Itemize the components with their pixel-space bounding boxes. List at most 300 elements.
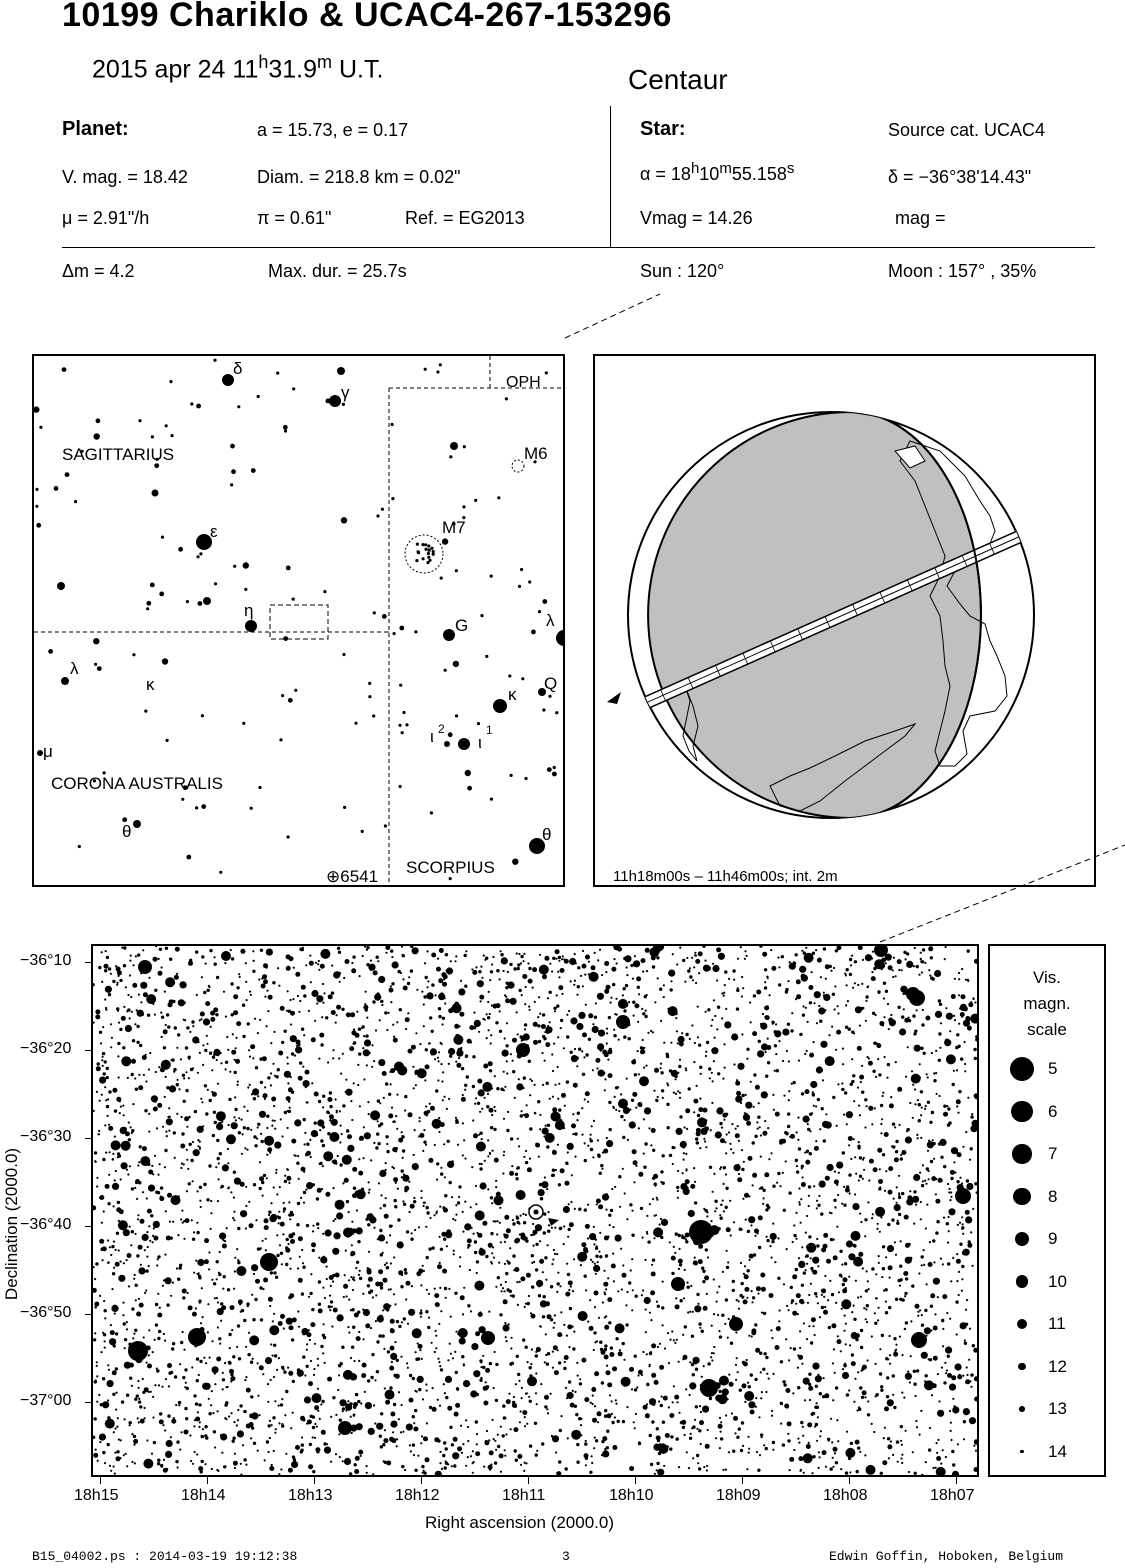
catalog-star — [657, 1305, 660, 1308]
catalog-star — [373, 1227, 375, 1229]
catalog-star — [496, 1220, 498, 1222]
catalog-star — [584, 1313, 587, 1316]
catalog-star — [963, 1438, 965, 1440]
eta-label: η — [244, 601, 254, 620]
catalog-star — [953, 1015, 955, 1017]
catalog-star — [475, 1185, 477, 1187]
catalog-star — [207, 1331, 209, 1333]
catalog-star — [832, 1466, 834, 1468]
catalog-star — [353, 1028, 355, 1030]
catalog-star — [142, 1391, 145, 1394]
finder-field-star — [230, 444, 235, 449]
catalog-star — [563, 958, 565, 960]
catalog-star — [553, 1043, 555, 1045]
catalog-star — [404, 1271, 407, 1274]
catalog-star — [837, 1005, 839, 1007]
catalog-star — [615, 1109, 617, 1111]
catalog-star — [884, 1406, 889, 1411]
catalog-star — [887, 1063, 890, 1066]
catalog-star — [843, 1114, 845, 1116]
catalog-star — [341, 1008, 344, 1011]
star-alpha-minutes: 10 — [699, 164, 720, 184]
catalog-star — [750, 1081, 752, 1083]
catalog-star — [897, 1461, 899, 1463]
catalog-star — [612, 983, 615, 986]
catalog-star — [594, 952, 596, 954]
catalog-star — [210, 1017, 215, 1022]
catalog-star — [317, 1227, 319, 1229]
catalog-star — [244, 1379, 246, 1381]
catalog-star — [415, 1351, 417, 1353]
catalog-star — [864, 1098, 867, 1101]
catalog-star — [460, 980, 462, 982]
catalog-star — [656, 1199, 658, 1201]
catalog-star — [644, 1015, 647, 1018]
catalog-star — [901, 1462, 903, 1464]
catalog-star — [612, 1253, 614, 1255]
catalog-star — [209, 1052, 212, 1055]
finder-field-star — [39, 426, 42, 429]
catalog-star — [889, 1354, 891, 1356]
catalog-star — [529, 1009, 531, 1011]
catalog-star — [262, 1373, 264, 1375]
catalog-star — [779, 1185, 781, 1187]
catalog-star — [151, 1095, 158, 1102]
catalog-star — [728, 1374, 730, 1376]
catalog-star — [939, 1003, 942, 1006]
catalog-star — [322, 983, 324, 985]
catalog-star — [787, 1112, 790, 1115]
catalog-star — [801, 950, 803, 952]
catalog-star — [510, 1347, 512, 1349]
catalog-star — [651, 1343, 656, 1348]
catalog-star — [384, 1264, 386, 1266]
catalog-star — [284, 1111, 287, 1114]
catalog-star — [154, 1384, 156, 1386]
catalog-star — [373, 1404, 375, 1406]
finder-field-star — [162, 658, 168, 664]
finder-field-star — [442, 538, 448, 544]
catalog-star — [442, 1023, 444, 1025]
catalog-star — [157, 1293, 159, 1295]
catalog-star — [274, 1075, 276, 1077]
lambda-sco-label: λ — [546, 611, 555, 630]
catalog-star — [568, 1280, 573, 1285]
catalog-star — [407, 982, 410, 985]
catalog-star — [921, 1264, 923, 1266]
catalog-star — [101, 1094, 103, 1096]
catalog-star — [660, 1170, 663, 1173]
catalog-star — [441, 1043, 443, 1045]
catalog-star — [100, 1351, 102, 1353]
catalog-star — [205, 1112, 208, 1115]
catalog-star — [236, 1346, 238, 1348]
catalog-star — [632, 1092, 637, 1097]
catalog-star — [783, 1383, 786, 1386]
catalog-star — [136, 1041, 139, 1044]
catalog-star — [724, 1141, 726, 1143]
catalog-star — [243, 1126, 246, 1129]
catalog-star — [705, 1444, 710, 1449]
catalog-star — [923, 1249, 925, 1251]
catalog-star — [380, 1000, 383, 1003]
catalog-star — [849, 973, 852, 976]
catalog-star — [905, 1243, 910, 1248]
catalog-star — [615, 1235, 622, 1242]
catalog-star — [696, 1454, 699, 1457]
catalog-star — [759, 1188, 761, 1190]
catalog-star — [732, 1289, 735, 1292]
catalog-star — [832, 1362, 834, 1364]
catalog-star — [137, 1164, 139, 1166]
catalog-star — [809, 1113, 812, 1116]
catalog-star — [969, 1159, 971, 1161]
catalog-star — [405, 1298, 407, 1300]
catalog-star — [595, 1273, 597, 1275]
catalog-star — [476, 1433, 478, 1435]
catalog-star — [795, 1238, 797, 1240]
finder-field-star — [548, 695, 551, 698]
catalog-star — [99, 1100, 101, 1102]
catalog-star — [710, 1356, 712, 1358]
catalog-star — [419, 1117, 421, 1119]
catalog-star — [251, 1093, 253, 1095]
catalog-star — [926, 1073, 928, 1075]
catalog-star — [497, 1445, 500, 1448]
catalog-star — [451, 1196, 453, 1198]
catalog-star — [269, 1215, 276, 1222]
catalog-star — [356, 1011, 358, 1013]
catalog-star — [370, 1213, 372, 1215]
catalog-star — [376, 1132, 379, 1135]
catalog-star — [688, 1210, 695, 1217]
catalog-star — [545, 1042, 550, 1047]
catalog-star — [517, 1033, 519, 1035]
catalog-star — [908, 1471, 910, 1473]
finder-field-star — [368, 695, 371, 698]
catalog-star — [531, 1254, 534, 1257]
catalog-star — [165, 1024, 167, 1026]
catalog-star — [762, 1203, 764, 1205]
catalog-star — [157, 1313, 162, 1318]
catalog-star — [190, 1068, 193, 1071]
catalog-star — [455, 955, 457, 957]
catalog-star — [113, 1465, 115, 1467]
catalog-star — [153, 957, 158, 962]
catalog-star — [917, 1311, 919, 1313]
catalog-star — [245, 962, 247, 964]
catalog-star — [358, 1171, 363, 1176]
catalog-star — [740, 1449, 743, 1452]
catalog-star — [504, 1449, 506, 1451]
finder-field-star — [342, 403, 345, 406]
catalog-star — [903, 1008, 905, 1010]
catalog-star — [932, 977, 935, 980]
catalog-star — [479, 995, 484, 1000]
catalog-star — [269, 1466, 274, 1471]
catalog-star — [706, 1041, 709, 1044]
catalog-star — [611, 1421, 614, 1424]
catalog-star — [127, 1253, 132, 1258]
catalog-star — [274, 1216, 276, 1218]
finder-field-star — [178, 547, 183, 552]
catalog-star — [276, 1193, 278, 1195]
catalog-star — [899, 1278, 902, 1281]
catalog-star — [198, 1374, 200, 1376]
catalog-star — [173, 1131, 176, 1134]
catalog-star — [285, 1390, 288, 1393]
catalog-star — [627, 1139, 629, 1141]
catalog-star — [963, 1249, 970, 1256]
catalog-star — [270, 1072, 272, 1074]
catalog-star — [331, 965, 333, 967]
catalog-star — [570, 980, 572, 982]
catalog-star — [749, 1254, 754, 1259]
catalog-star — [564, 1355, 569, 1360]
catalog-star — [203, 1018, 210, 1025]
catalog-star — [234, 1453, 236, 1455]
catalog-star — [626, 974, 628, 976]
catalog-star — [651, 1128, 656, 1133]
catalog-star — [697, 1036, 699, 1038]
catalog-star — [736, 1357, 738, 1359]
catalog-star — [483, 955, 485, 957]
catalog-star — [140, 982, 147, 989]
catalog-star — [369, 1052, 371, 1054]
catalog-star — [733, 1416, 738, 1421]
catalog-star — [967, 1026, 972, 1031]
scorpius-label: SCORPIUS — [406, 858, 495, 877]
catalog-star — [686, 1451, 688, 1453]
catalog-star — [732, 1152, 734, 1154]
catalog-star — [677, 1170, 679, 1172]
catalog-star — [676, 1401, 678, 1403]
catalog-star — [310, 1360, 312, 1362]
catalog-star — [704, 960, 706, 962]
catalog-star — [941, 1367, 943, 1369]
catalog-star — [274, 1400, 276, 1402]
catalog-star — [691, 957, 693, 959]
finder-field-star — [440, 577, 443, 580]
catalog-star — [943, 1112, 948, 1117]
catalog-star — [909, 1381, 911, 1383]
catalog-star — [596, 1245, 598, 1247]
catalog-star — [690, 1433, 692, 1435]
catalog-star — [209, 1099, 212, 1102]
catalog-star — [506, 1399, 511, 1404]
catalog-star — [458, 1328, 468, 1338]
catalog-star — [737, 1177, 742, 1182]
catalog-star — [806, 1246, 808, 1248]
catalog-star — [943, 1105, 946, 1108]
finder-field-star — [373, 611, 376, 614]
catalog-star — [495, 1021, 498, 1024]
catalog-star — [597, 1421, 599, 1423]
catalog-star — [250, 1044, 255, 1049]
catalog-star — [494, 1075, 496, 1077]
catalog-star — [148, 1265, 150, 1267]
catalog-star — [775, 1345, 780, 1350]
catalog-star — [741, 1149, 743, 1151]
catalog-star — [109, 1338, 116, 1345]
catalog-star — [864, 1126, 866, 1128]
catalog-star — [514, 1449, 517, 1452]
catalog-star — [216, 1111, 226, 1121]
catalog-star — [850, 1442, 853, 1445]
catalog-star — [691, 1335, 694, 1338]
catalog-star — [801, 1246, 803, 1248]
catalog-star — [417, 1357, 420, 1360]
catalog-star — [116, 982, 118, 984]
catalog-star — [459, 1012, 464, 1017]
catalog-star — [365, 991, 367, 993]
catalog-star — [275, 1428, 277, 1430]
catalog-star — [352, 1326, 355, 1329]
catalog-star — [188, 1077, 190, 1079]
catalog-star — [131, 1129, 134, 1132]
catalog-star — [851, 1231, 861, 1241]
catalog-star — [698, 1120, 703, 1125]
catalog-star — [585, 1091, 590, 1096]
catalog-star — [510, 1137, 513, 1140]
catalog-star — [650, 1030, 652, 1032]
catalog-star — [623, 1035, 626, 1038]
catalog-star — [518, 1145, 520, 1147]
catalog-star — [180, 1144, 185, 1149]
catalog-star — [138, 994, 140, 996]
catalog-star — [950, 1191, 952, 1193]
catalog-star — [816, 1238, 818, 1240]
catalog-star — [375, 1294, 377, 1296]
catalog-star — [705, 1119, 707, 1121]
catalog-star — [530, 1312, 532, 1314]
catalog-star — [544, 1060, 546, 1062]
catalog-star — [500, 950, 502, 952]
catalog-star — [166, 1468, 168, 1470]
catalog-star — [878, 1073, 881, 1076]
catalog-star — [319, 1033, 324, 1038]
catalog-star — [763, 1047, 765, 1049]
epsilon-label: ε — [210, 522, 218, 541]
catalog-star — [793, 1234, 796, 1237]
catalog-star — [887, 1437, 890, 1440]
catalog-star — [970, 1373, 973, 1376]
catalog-star — [322, 1287, 324, 1289]
catalog-star — [765, 1356, 768, 1359]
catalog-star — [928, 1140, 930, 1142]
m7-member-star — [417, 550, 420, 553]
catalog-star — [146, 1231, 148, 1233]
catalog-star — [142, 949, 144, 951]
catalog-star — [673, 1092, 675, 1094]
catalog-star — [641, 958, 646, 963]
catalog-star — [650, 1319, 652, 1321]
catalog-star — [872, 1070, 875, 1073]
catalog-star — [121, 1400, 124, 1403]
catalog-star — [753, 994, 756, 997]
catalog-star — [892, 1374, 895, 1377]
catalog-star — [588, 1013, 593, 1018]
catalog-star — [351, 1346, 354, 1349]
catalog-star — [366, 1465, 368, 1467]
catalog-star — [93, 1436, 95, 1439]
moon-elongation: Moon : 157° , 35% — [888, 261, 1037, 281]
catalog-star — [104, 1340, 106, 1342]
catalog-star — [811, 971, 813, 973]
catalog-star — [938, 1178, 943, 1183]
catalog-star — [230, 982, 233, 985]
catalog-star — [653, 1237, 655, 1239]
catalog-star — [935, 1072, 937, 1074]
catalog-star — [729, 1382, 734, 1387]
catalog-star — [423, 1471, 426, 1474]
catalog-star — [962, 1375, 964, 1377]
catalog-star — [814, 991, 821, 998]
catalog-star — [423, 1003, 425, 1005]
catalog-star — [264, 1459, 266, 1461]
catalog-star — [928, 1170, 930, 1172]
catalog-star — [927, 1076, 929, 1078]
planet-orbit: a = 15.73, e = 0.17 — [257, 120, 409, 140]
catalog-star — [455, 1331, 457, 1333]
catalog-star — [322, 1095, 325, 1098]
catalog-star — [583, 1056, 585, 1058]
catalog-star — [502, 1324, 509, 1331]
catalog-star — [110, 1254, 112, 1256]
catalog-star — [107, 1115, 109, 1117]
catalog-star — [674, 1395, 679, 1400]
catalog-star — [259, 1176, 264, 1181]
catalog-star — [478, 1089, 485, 1096]
catalog-star — [331, 1010, 336, 1015]
catalog-star — [491, 1114, 493, 1116]
catalog-star — [278, 1321, 283, 1326]
catalog-star — [528, 979, 533, 984]
catalog-star — [327, 1097, 332, 1102]
catalog-star — [500, 1241, 502, 1243]
catalog-star — [850, 1083, 853, 1086]
catalog-star — [741, 1168, 744, 1171]
catalog-star — [607, 1297, 612, 1302]
catalog-star — [581, 1107, 583, 1109]
catalog-star — [283, 1368, 285, 1370]
finder-chart-canvas — [34, 356, 563, 885]
catalog-star — [438, 1117, 440, 1119]
catalog-star — [136, 1254, 139, 1257]
catalog-star — [398, 1418, 400, 1420]
catalog-star — [772, 1441, 775, 1444]
catalog-star — [172, 1221, 174, 1223]
catalog-star — [125, 986, 127, 988]
catalog-star — [113, 1344, 116, 1347]
catalog-star — [214, 1297, 216, 1299]
catalog-star — [137, 1380, 139, 1382]
catalog-star — [604, 1415, 607, 1418]
catalog-star — [687, 1311, 689, 1313]
catalog-star — [138, 1267, 145, 1274]
catalog-star — [108, 1261, 110, 1263]
finder-field-star — [74, 500, 77, 503]
catalog-star — [274, 1354, 277, 1357]
catalog-star — [928, 969, 930, 971]
catalog-star — [566, 1014, 568, 1016]
catalog-star — [292, 1317, 297, 1322]
catalog-star — [211, 1340, 213, 1342]
catalog-star — [878, 1262, 880, 1264]
catalog-star — [560, 1019, 563, 1022]
catalog-star — [604, 1089, 606, 1091]
catalog-star — [684, 981, 686, 983]
